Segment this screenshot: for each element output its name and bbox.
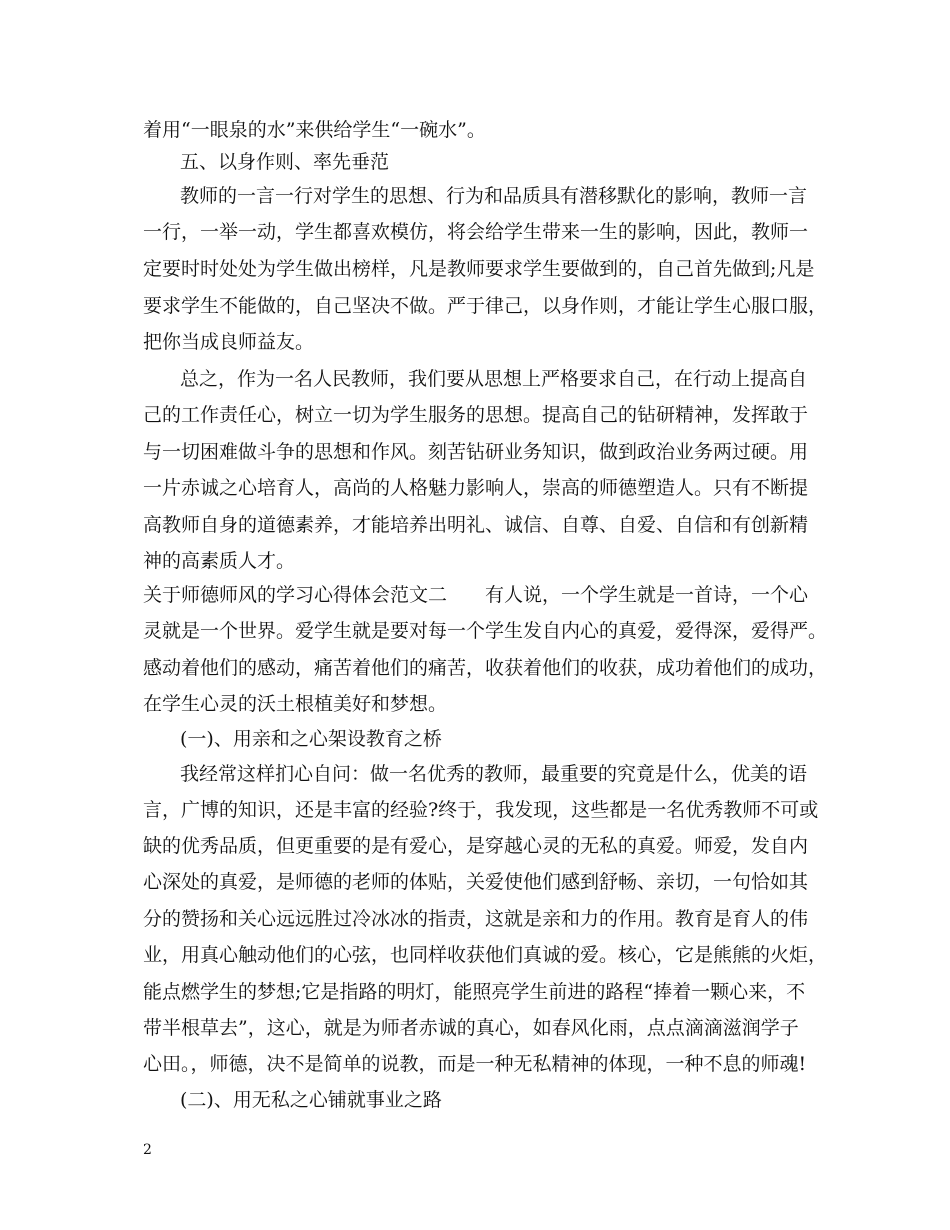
paragraph-line: 我经常这样扪心自问：做一名优秀的教师，最重要的究竟是什么，优美的语 [180,763,808,785]
paragraph-line: 心田。，师德，决不是简单的说教，而是一种无私精神的体现，一种不息的师魂! [143,1053,807,1075]
paragraph-line: 定要时时处处为学生做出榜样，凡是教师要求学生要做到的，自己首先做到;凡是 [143,258,815,280]
paragraph-line: 与一切困难做斗争的思想和作风。刻苦钻研业务知识，做到政治业务两过硬。用 [143,441,809,463]
section-heading: (一)、用亲和之心架设教育之桥 [180,728,442,750]
paragraph-line: 感动着他们的感动，痛苦着他们的痛苦，收获着他们的收获，成功着他们的成功， [143,657,828,679]
paragraph-line: 言，广博的知识，还是丰富的经验?终于，我发现，这些都是一名优秀教师不可或 [143,799,819,821]
paragraph-line: 分的赞扬和关心远远胜过冷冰冰的指责，这就是亲和力的作用。教育是育人的伟 [143,908,809,930]
page-number: 2 [143,1142,152,1158]
paragraph-line: 带半根草去”，这心，就是为师者赤诚的真心，如春风化雨，点点滴滴滋润学子 [143,1017,799,1039]
paragraph-line: 己的工作责任心，树立一切为学生服务的思想。提高自己的钻研精神，发挥敢于 [143,404,809,426]
paragraph-line: 能点燃学生的梦想;它是指路的明灯，能照亮学生前进的路程“捧着一颗心来，不 [143,981,806,1003]
paragraph-line: 灵就是一个世界。爱学生就是要对每一个学生发自内心的真爱，爱得深，爱得严。 [143,620,828,642]
section-heading: 五、以身作则、率先垂范 [180,151,390,173]
paragraph-line: 神的高素质人才。 [143,550,296,572]
paragraph-line: 总之，作为一名人民教师，我们要从思想上严格要求自己，在行动上提高自 [180,368,808,390]
paragraph-line: 在学生心灵的沃土根植美好和梦想。 [143,693,448,715]
text-line: 着用“一眼泉的水”来供给学生“一碗水”。 [143,119,486,141]
paragraph-line: 教师的一言一行对学生的思想、行为和品质具有潜移默化的影响，教师一言 [180,185,808,207]
paragraph-line: 一片赤诚之心培育人，高尚的人格魅力影响人，崇高的师德塑造人。只有不断提 [143,477,809,499]
article-title-line: 关于师德师风的学习心得体会范文二 有人说，一个学生就是一首诗，一个心 [143,584,809,606]
paragraph-line: 缺的优秀品质，但更重要的是有爱心，是穿越心灵的无私的真爱。师爱，发自内 [143,835,809,857]
section-heading: (二)、用无私之心铺就事业之路 [180,1089,442,1111]
paragraph-line: 高教师自身的道德素养，才能培养出明礼、诚信、自尊、自爱、自信和有创新精 [143,514,809,536]
paragraph-line: 把你当成良师益友。 [143,331,315,353]
paragraph-line: 心深处的真爱，是师德的老师的体贴，关爱使他们感到舒畅、亲切，一句恰如其 [143,871,809,893]
paragraph-line: 一行，一举一动，学生都喜欢模仿，将会给学生带来一生的影响，因此，教师一 [143,221,809,243]
paragraph-line: 业，用真心触动他们的心弦，也同样收获他们真诚的爱。核心，它是熊熊的火炬， [143,944,828,966]
paragraph-line: 要求学生不能做的，自己坚决不做。严于律己，以身作则，才能让学生心服口服， [143,295,828,317]
